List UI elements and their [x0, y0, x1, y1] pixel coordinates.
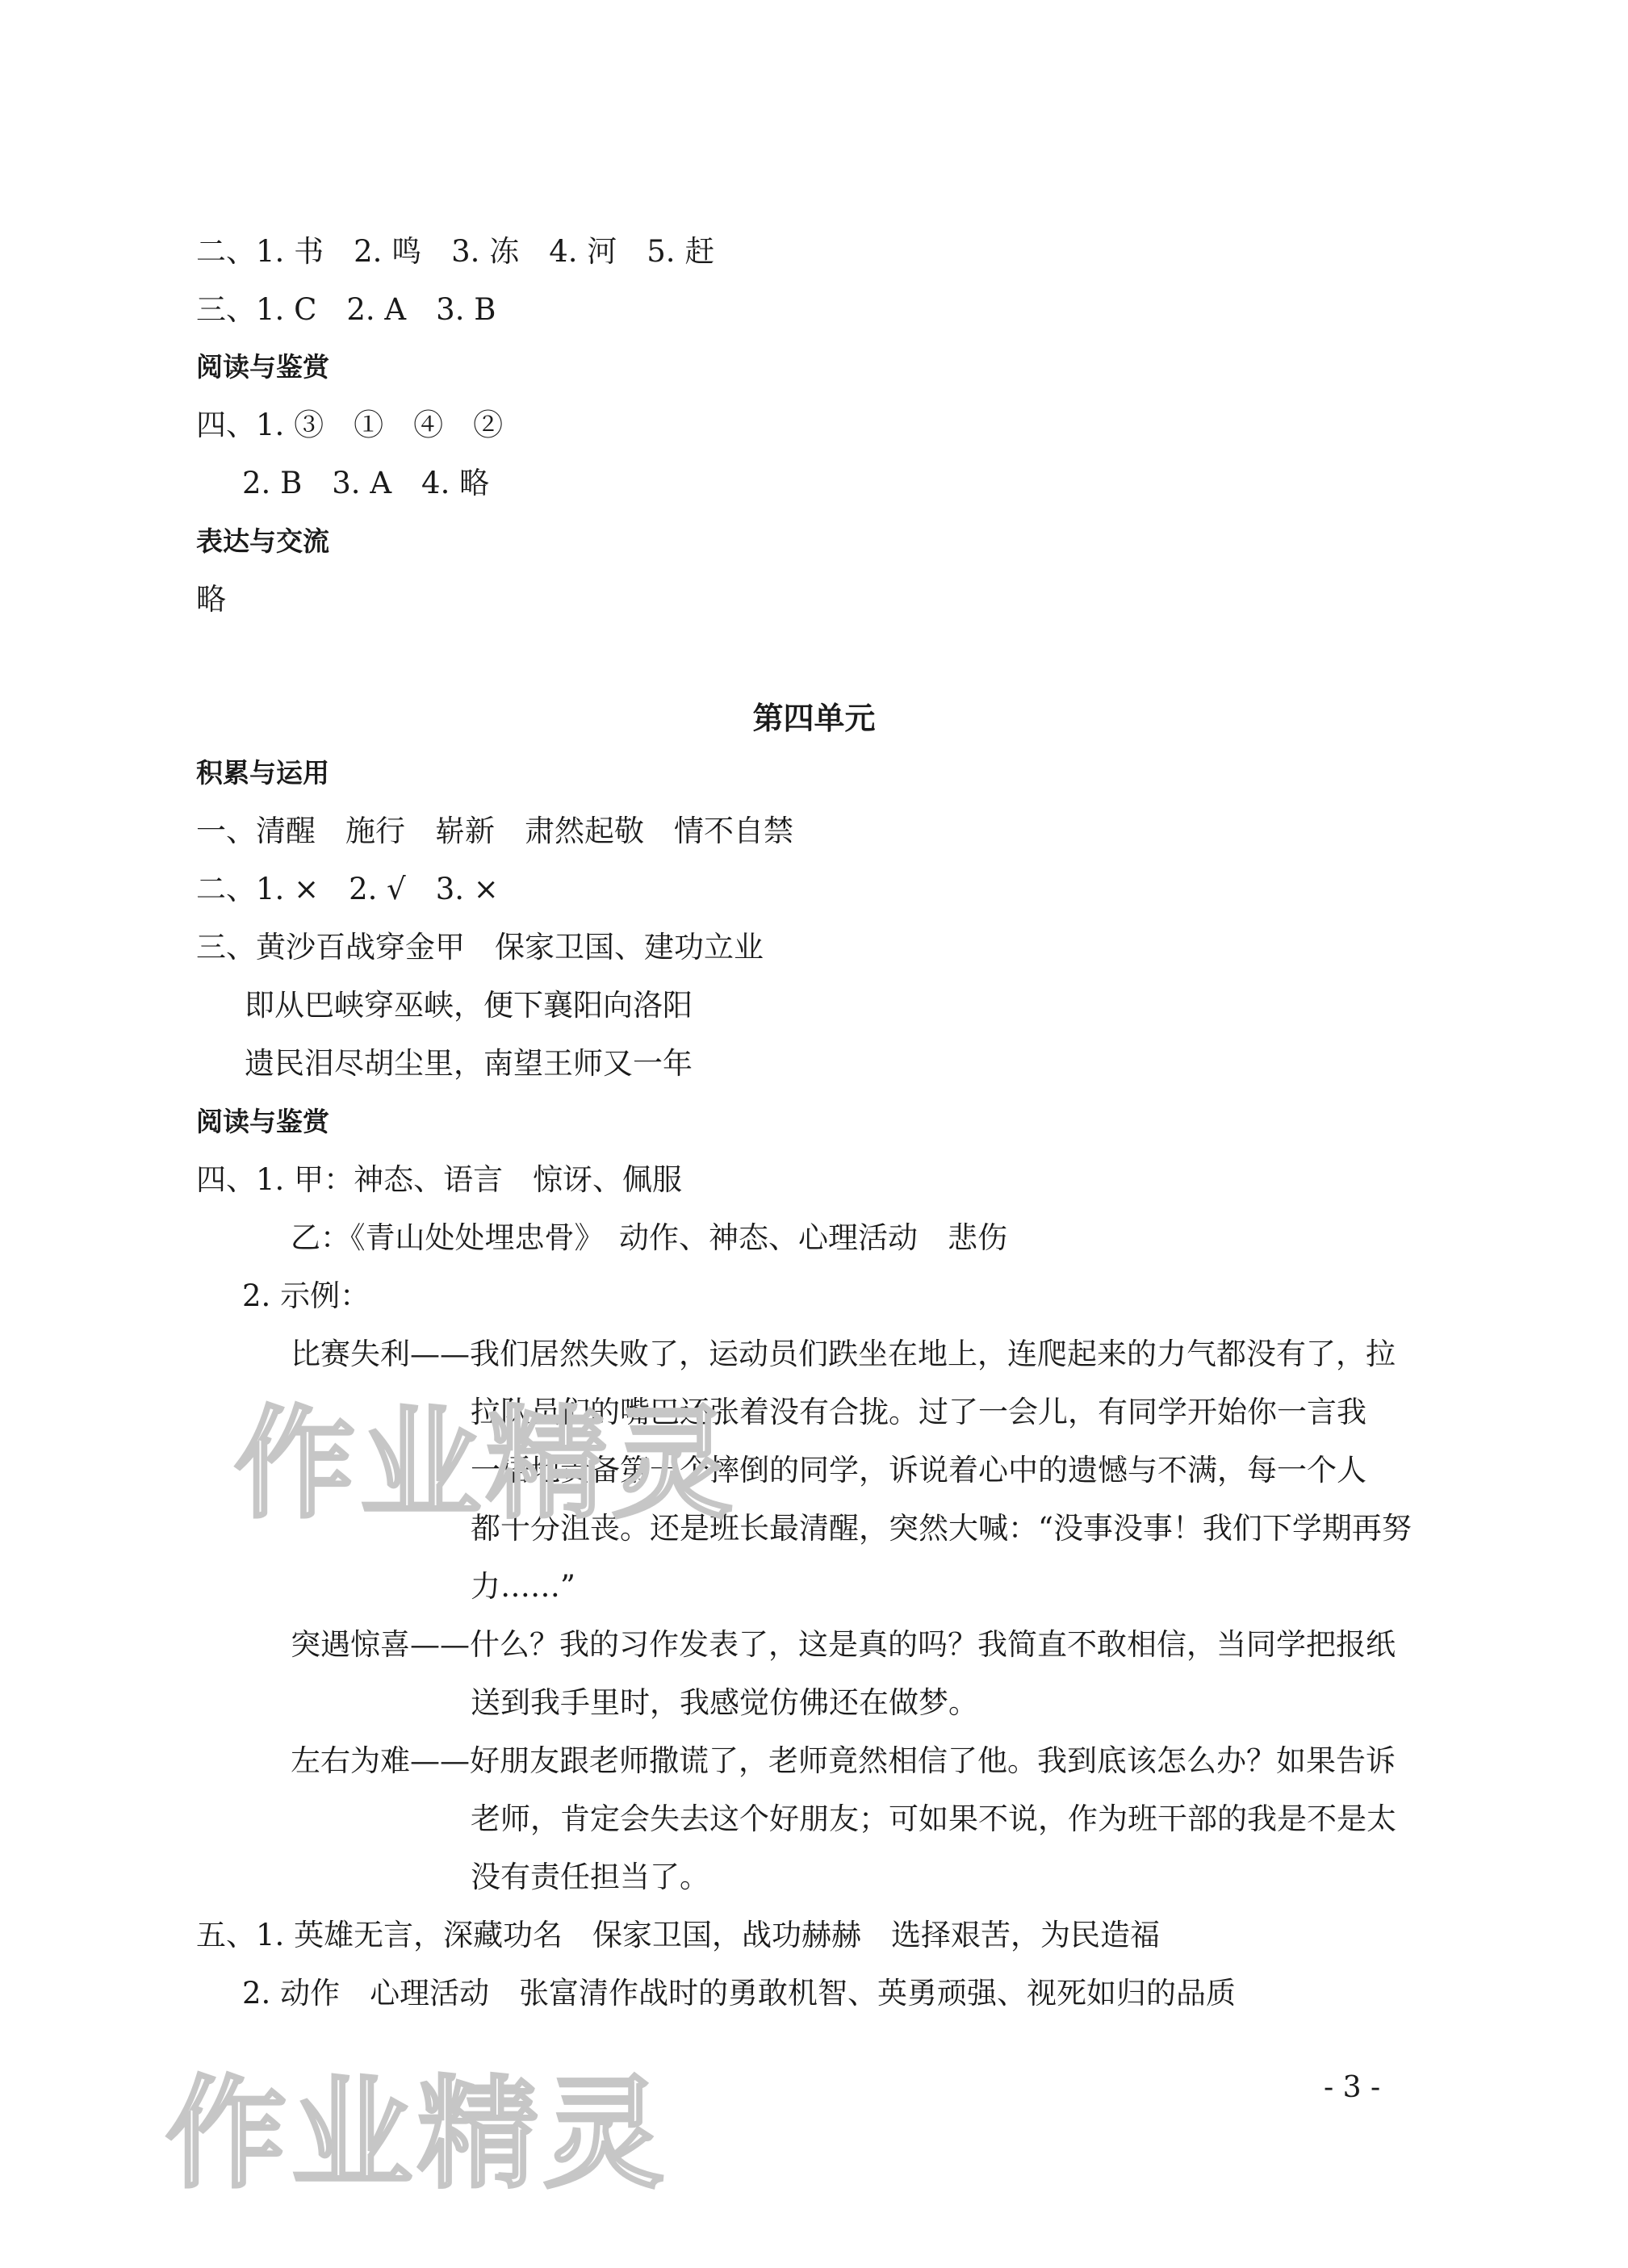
answer-line: 即从巴峡穿巫峡，便下襄阳向洛阳 [245, 988, 693, 1023]
watermark: 作业精灵 [234, 1395, 739, 1535]
example-line: 突遇惊喜——什么？我的习作发表了，这是真的吗？我简直不敢相信，当同学把报纸 [291, 1627, 1396, 1662]
answer-line: 三、1. C 2. A 3. B [196, 292, 496, 327]
unit-title: 第四单元 [752, 701, 876, 736]
answer-line: 一、清醒 施行 崭新 肃然起敬 情不自禁 [196, 814, 793, 848]
answer-line: 略 [196, 582, 226, 617]
example-line: 都十分沮丧。还是班长最清醒，突然大喊：“没事没事！我们下学期再努 [471, 1511, 1412, 1546]
section-heading: 阅读与鉴赏 [196, 351, 329, 383]
example-line: 左右为难——好朋友跟老师撒谎了，老师竟然相信了他。我到底该怎么办？如果告诉 [291, 1743, 1396, 1778]
section-heading: 积累与运用 [196, 757, 329, 789]
answer-line: 2. B 3. A 4. 略 [242, 466, 490, 500]
answer-line: 二、1. 书 2. 鸣 3. 冻 4. 河 5. 赶 [196, 234, 715, 269]
page-number: - 3 - [1324, 2071, 1381, 2104]
answer-line: 五、1. 英雄无言，深藏功名 保家卫国，战功赫赫 选择艰苦，为民造福 [196, 1918, 1161, 1952]
example-line: 比赛失利——我们居然失败了，运动员们跌坐在地上，连爬起来的力气都没有了，拉 [291, 1337, 1396, 1371]
section-heading: 表达与交流 [196, 525, 329, 557]
answer-line: 乙：《青山处处埋忠骨》 动作、神态、心理活动 悲伤 [291, 1220, 1007, 1255]
answer-line: 四、1. 甲：神态、语言 惊讶、佩服 [196, 1162, 683, 1197]
example-line: 没有责任担当了。 [471, 1860, 709, 1894]
example-line: 力……” [471, 1569, 575, 1604]
answer-line: 2. 示例： [242, 1278, 370, 1313]
example-line: 一语地责备第一个摔倒的同学，诉说着心中的遗憾与不满，每一个人 [471, 1453, 1366, 1488]
section-heading: 阅读与鉴赏 [196, 1106, 329, 1137]
answer-line: 三、黄沙百战穿金甲 保家卫国、建功立业 [196, 930, 764, 965]
answer-line: 遗民泪尽胡尘里，南望王师又一年 [245, 1046, 693, 1081]
answer-line: 二、1. × 2. √ 3. × [196, 872, 499, 906]
answer-line: 四、1. ③ ① ④ ② [196, 408, 504, 442]
answer-line: 2. 动作 心理活动 张富清作战时的勇敢机智、英勇顽强、视死如归的品质 [242, 1976, 1237, 2011]
watermark: 作业精灵 [165, 2065, 670, 2205]
example-line: 拉队员们的嘴巴还张着没有合拢。过了一会儿，有同学开始你一言我 [471, 1395, 1366, 1429]
example-line: 老师，肯定会失去这个好朋友；可如果不说，作为班干部的我是不是太 [471, 1801, 1396, 1836]
example-line: 送到我手里时，我感觉仿佛还在做梦。 [471, 1685, 978, 1720]
